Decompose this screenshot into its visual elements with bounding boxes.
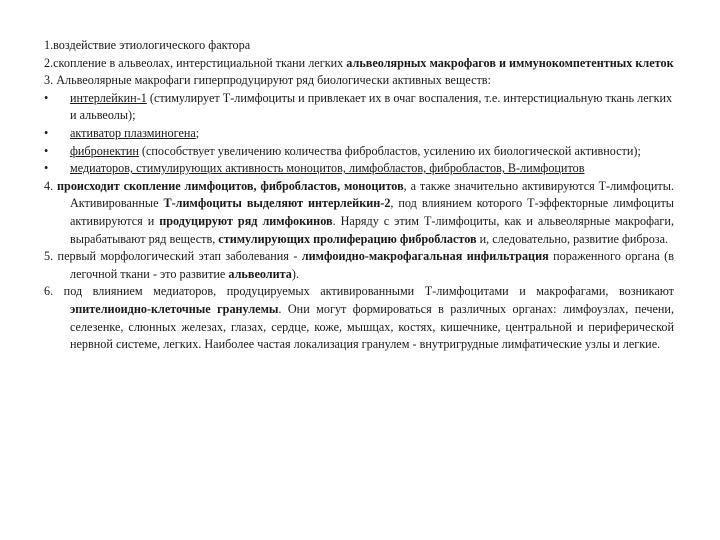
item-5 xyxy=(44,248,674,283)
bullet-mediators xyxy=(44,160,674,178)
item-4-bold-4: стимулирующих пролиферацию фибробластов xyxy=(218,231,477,246)
item-4-bold-1: происходит скопление лимфоцитов, фибробластов, моноцитов xyxy=(57,178,404,193)
item-2-text: 2.скопление в альвеолах, интерстициальной ткани легких xyxy=(44,55,347,70)
bullet-1-term: интерлейкин-1 xyxy=(70,90,147,105)
item-4-text-1: , а также значительно активируются Т-лимфоциты. Активированные xyxy=(70,178,674,211)
item-2-bold: альвеолярных макрофагов и иммунокомпетентных клеток xyxy=(346,55,674,70)
bullet-icon: • xyxy=(44,143,49,158)
bullet-icon: • xyxy=(44,125,49,140)
item-1-text: 1.воздействие этиологического фактора xyxy=(44,38,251,52)
item-4-text-2: , под влиянием которого Т-эффекторные лимфоциты активируются и xyxy=(70,196,674,228)
item-5-text-1: 5. первый морфологический этап заболевания - xyxy=(44,249,302,264)
item-6-text-1: 6. под влиянием медиаторов, продуцируемых активированными Т-лимфоцитами и макрофагами, возникают xyxy=(44,284,674,299)
item-4 xyxy=(44,178,674,248)
bullet-3-text: (способствует увеличению количества фибробластов, усилению их биологической активности); xyxy=(138,143,641,158)
item-3 xyxy=(44,72,674,90)
bullet-3-term: фибронектин xyxy=(70,143,139,158)
item-6-text-2: . Они могут формироваться в различных органах: лимфоузлах, печени, селезенке, слюнных железах, глазах, сердце, коже, мышцах, костях, кишечнике, центральной и периферической нервной системе, легких. Наиболее частая локализация гранулем - внутригрудные лимфатические узлы и легкие. xyxy=(70,301,674,352)
bullet-2-term: активатор плазминогена xyxy=(70,125,196,140)
item-3-text: 3. Альвеолярные макрофаги гиперпродуцируют ряд биологически активных веществ: xyxy=(44,73,491,88)
bullet-plasminogen xyxy=(44,125,674,143)
item-4-text-4: и, следовательно, развитие фиброза. xyxy=(476,231,669,246)
bullet-4-term: медиаторов, стимулирующих активность моноцитов, лимфобластов, фибробластов, В-лимфоцитов xyxy=(70,161,585,176)
bullet-2-text: ; xyxy=(195,125,200,140)
bullet-fibronectin xyxy=(44,143,674,161)
item-4-text-3: . Наряду с этим Т-лимфоциты, как и альвеолярные макрофаги, вырабатывают ряд веществ, xyxy=(70,213,674,246)
item-6 xyxy=(44,283,674,353)
bullet-1-text: (стимулирует Т-лимфоциты и привлекает их в очаг воспаления, т.е. интерстициальную ткань легких и альвеолы); xyxy=(70,90,673,123)
item-2 xyxy=(44,55,674,73)
item-4-bold-2: Т-лимфоциты выделяют интерлейкин-2 xyxy=(163,196,391,211)
item-5-text-3: ). xyxy=(291,266,299,281)
bullet-icon: • xyxy=(44,90,49,105)
item-5-bold-2: альвеолита xyxy=(228,266,292,281)
item-5-text-2: пораженного органа (в легочной ткани - это развитие xyxy=(70,249,674,281)
item-6-bold: эпителиоидно-клеточные гранулемы xyxy=(70,301,279,316)
item-5-bold-1: лимфоидно-макрофагальная инфильтрация xyxy=(301,249,549,264)
item-4-number: 4. xyxy=(44,178,58,193)
item-1 xyxy=(44,37,674,55)
item-4-bold-3: продуцируют ряд лимфокинов xyxy=(159,213,333,228)
bullet-icon: • xyxy=(44,161,49,176)
bullet-interleukin xyxy=(44,90,674,125)
